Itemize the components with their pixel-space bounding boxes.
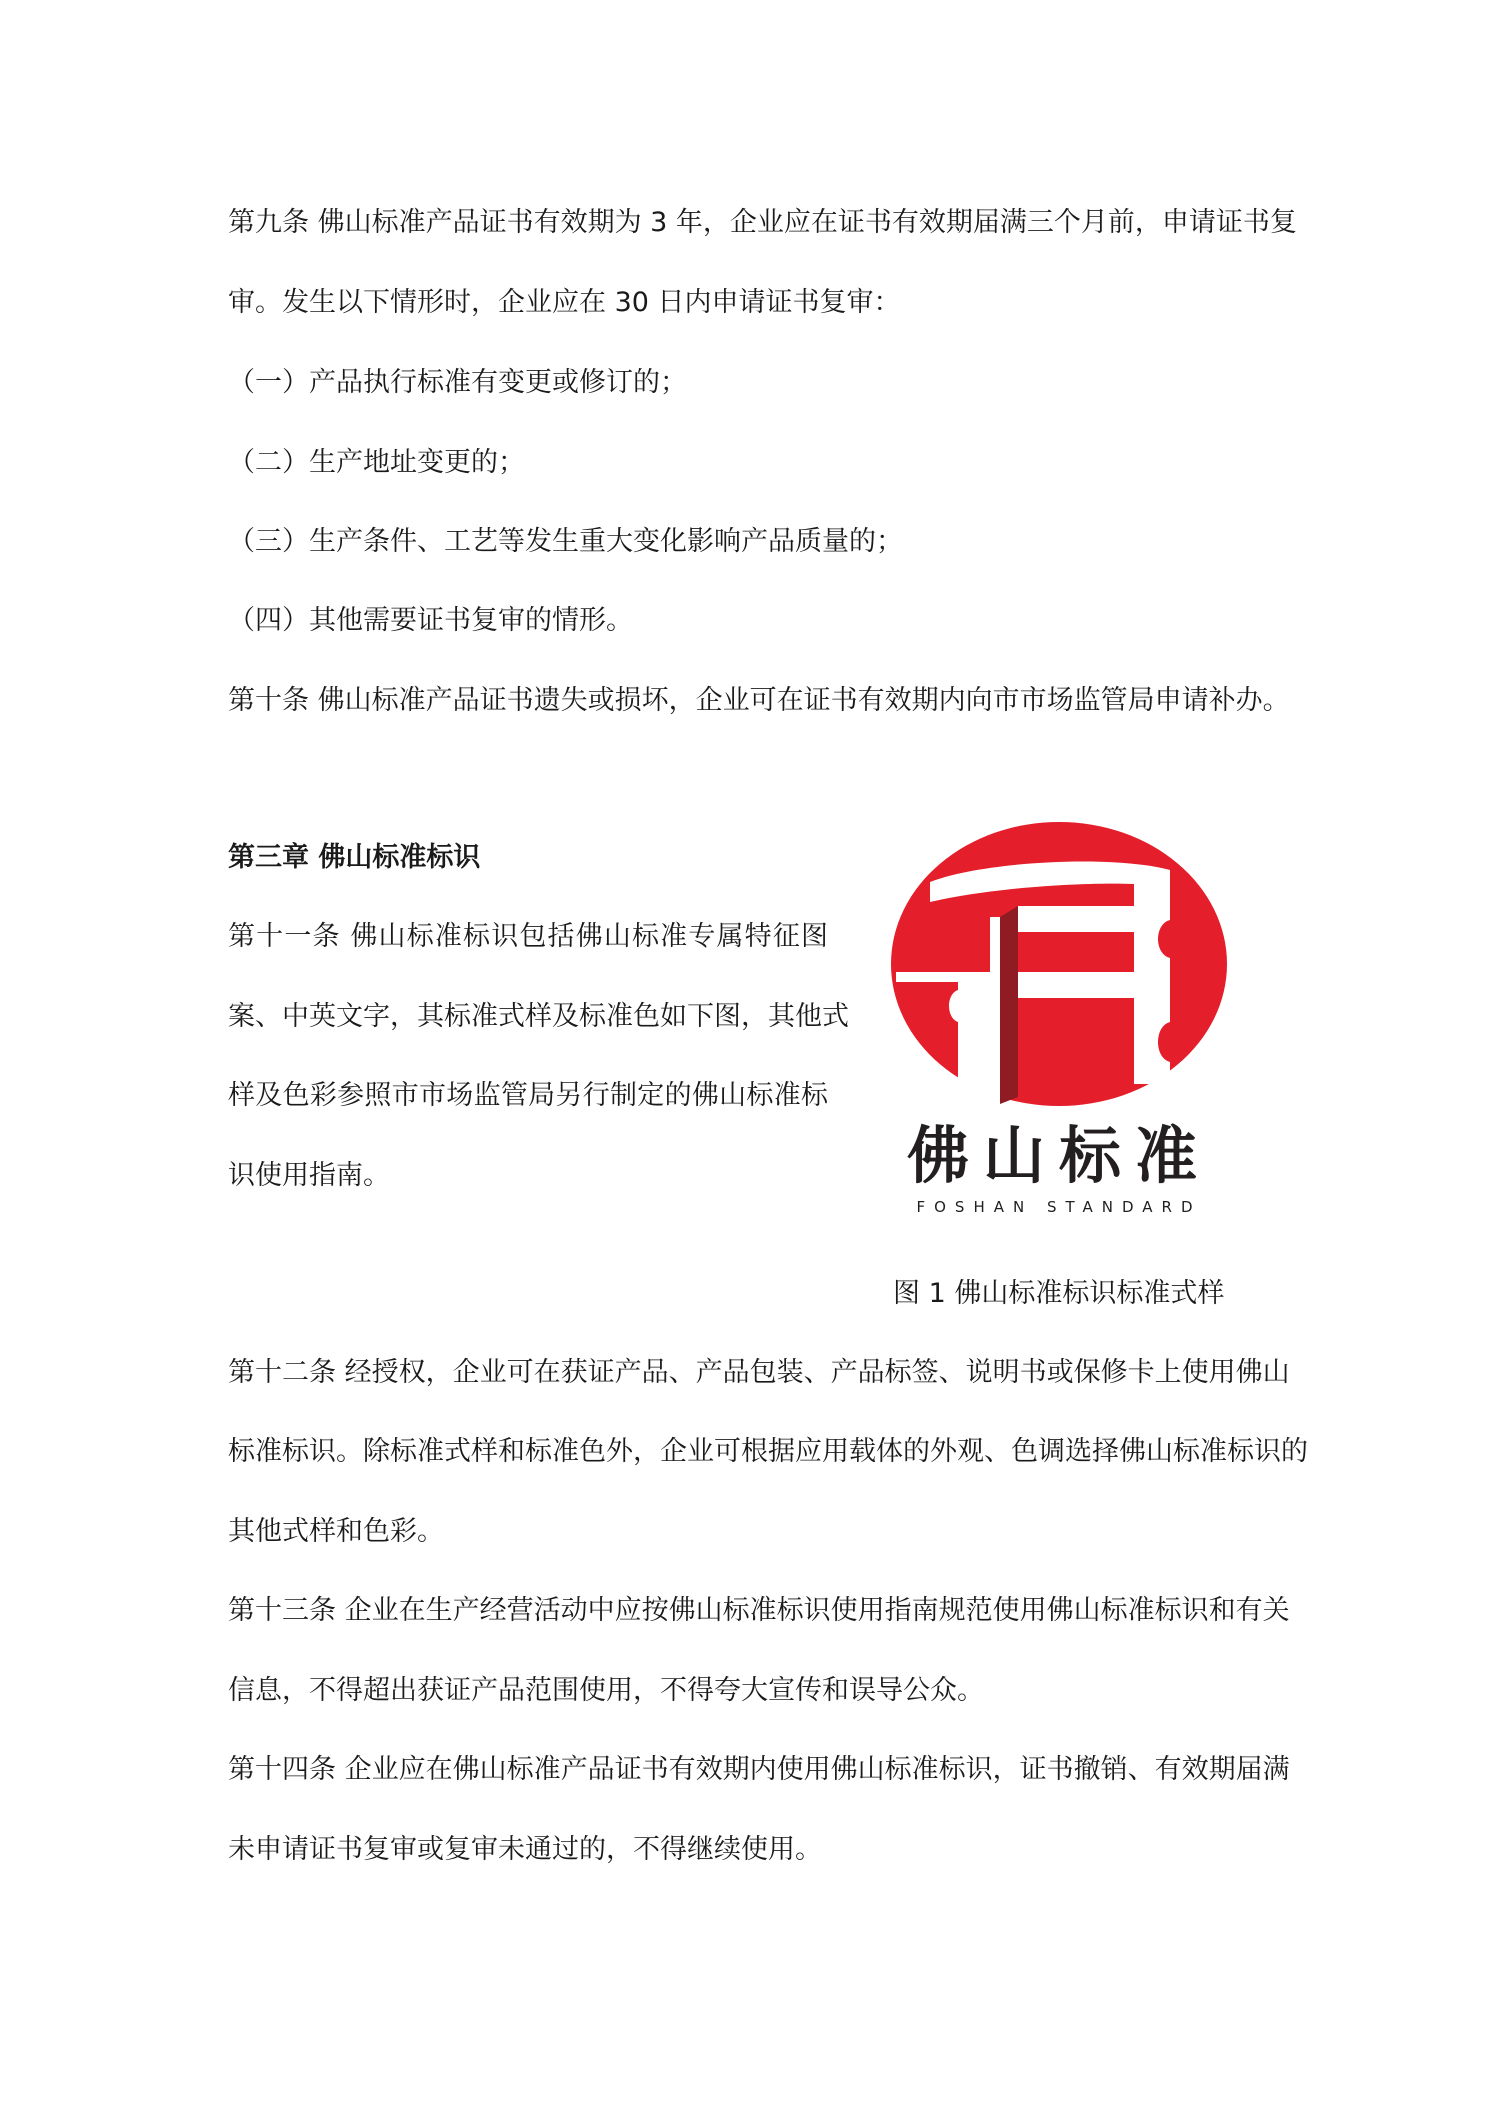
article11-line3: 样及色彩参照市市场监管局另行制定的佛山标准标 bbox=[228, 1080, 828, 1111]
article9-line2: 审。发生以下情形时，企业应在 30 日内申请证书复审： bbox=[228, 287, 901, 318]
article11-line4: 识使用指南。 bbox=[228, 1160, 390, 1191]
article13-line1: 第十三条 企业在生产经营活动中应按佛山标准标识使用指南规范使用佛山标准标识和有关 bbox=[228, 1595, 1290, 1626]
logo-cn-text: 佛山标准 bbox=[906, 1119, 1212, 1192]
article11-line1: 第十一条 佛山标准标识包括佛山标准专属特征图 bbox=[228, 921, 828, 952]
logo-symbol-shadow bbox=[1000, 906, 1018, 1104]
logo-graphic bbox=[850, 822, 1270, 1222]
article10-line1: 第十条 佛山标准产品证书遗失或损坏，企业可在证书有效期内向市市场监管局申请补办。 bbox=[228, 685, 1290, 716]
logo-en-text: FOSHAN STANDARD bbox=[916, 1198, 1202, 1216]
article9-line1: 第九条 佛山标准产品证书有效期为 3 年，企业应在证书有效期届满三个月前，申请证书复 bbox=[228, 207, 1297, 238]
logo-symbol-gap bbox=[1018, 932, 1134, 972]
foshan-standard-logo bbox=[850, 822, 1270, 1222]
article9-item-4: （四）其他需要证书复审的情形。 bbox=[228, 605, 633, 636]
article9-item-1: （一）产品执行标准有变更或修订的； bbox=[228, 367, 687, 398]
article12-line1: 第十二条 经授权，企业可在获证产品、产品包装、产品标签、说明书或保修卡上使用佛山 bbox=[228, 1357, 1290, 1388]
chapter3-heading: 第三章 佛山标准标识 bbox=[228, 842, 481, 873]
article9-item-2: （二）生产地址变更的； bbox=[228, 447, 525, 478]
article14-line1: 第十四条 企业应在佛山标准产品证书有效期内使用佛山标准标识，证书撤销、有效期届满 bbox=[228, 1754, 1290, 1785]
article11-line2: 案、中英文字，其标准式样及标准色如下图，其他式 bbox=[228, 1001, 849, 1032]
article12-line2: 标准标识。除标准式样和标准色外，企业可根据应用载体的外观、色调选择佛山标准标识的 bbox=[228, 1436, 1308, 1467]
article12-line3: 其他式样和色彩。 bbox=[228, 1516, 444, 1547]
article14-line2: 未申请证书复审或复审未通过的，不得继续使用。 bbox=[228, 1834, 822, 1865]
article13-line2: 信息，不得超出获证产品范围使用，不得夸大宣传和误导公众。 bbox=[228, 1675, 984, 1706]
article9-item-3: （三）生产条件、工艺等发生重大变化影响产品质量的； bbox=[228, 526, 903, 557]
figure-caption: 图 1 佛山标准标识标准式样 bbox=[893, 1278, 1225, 1309]
